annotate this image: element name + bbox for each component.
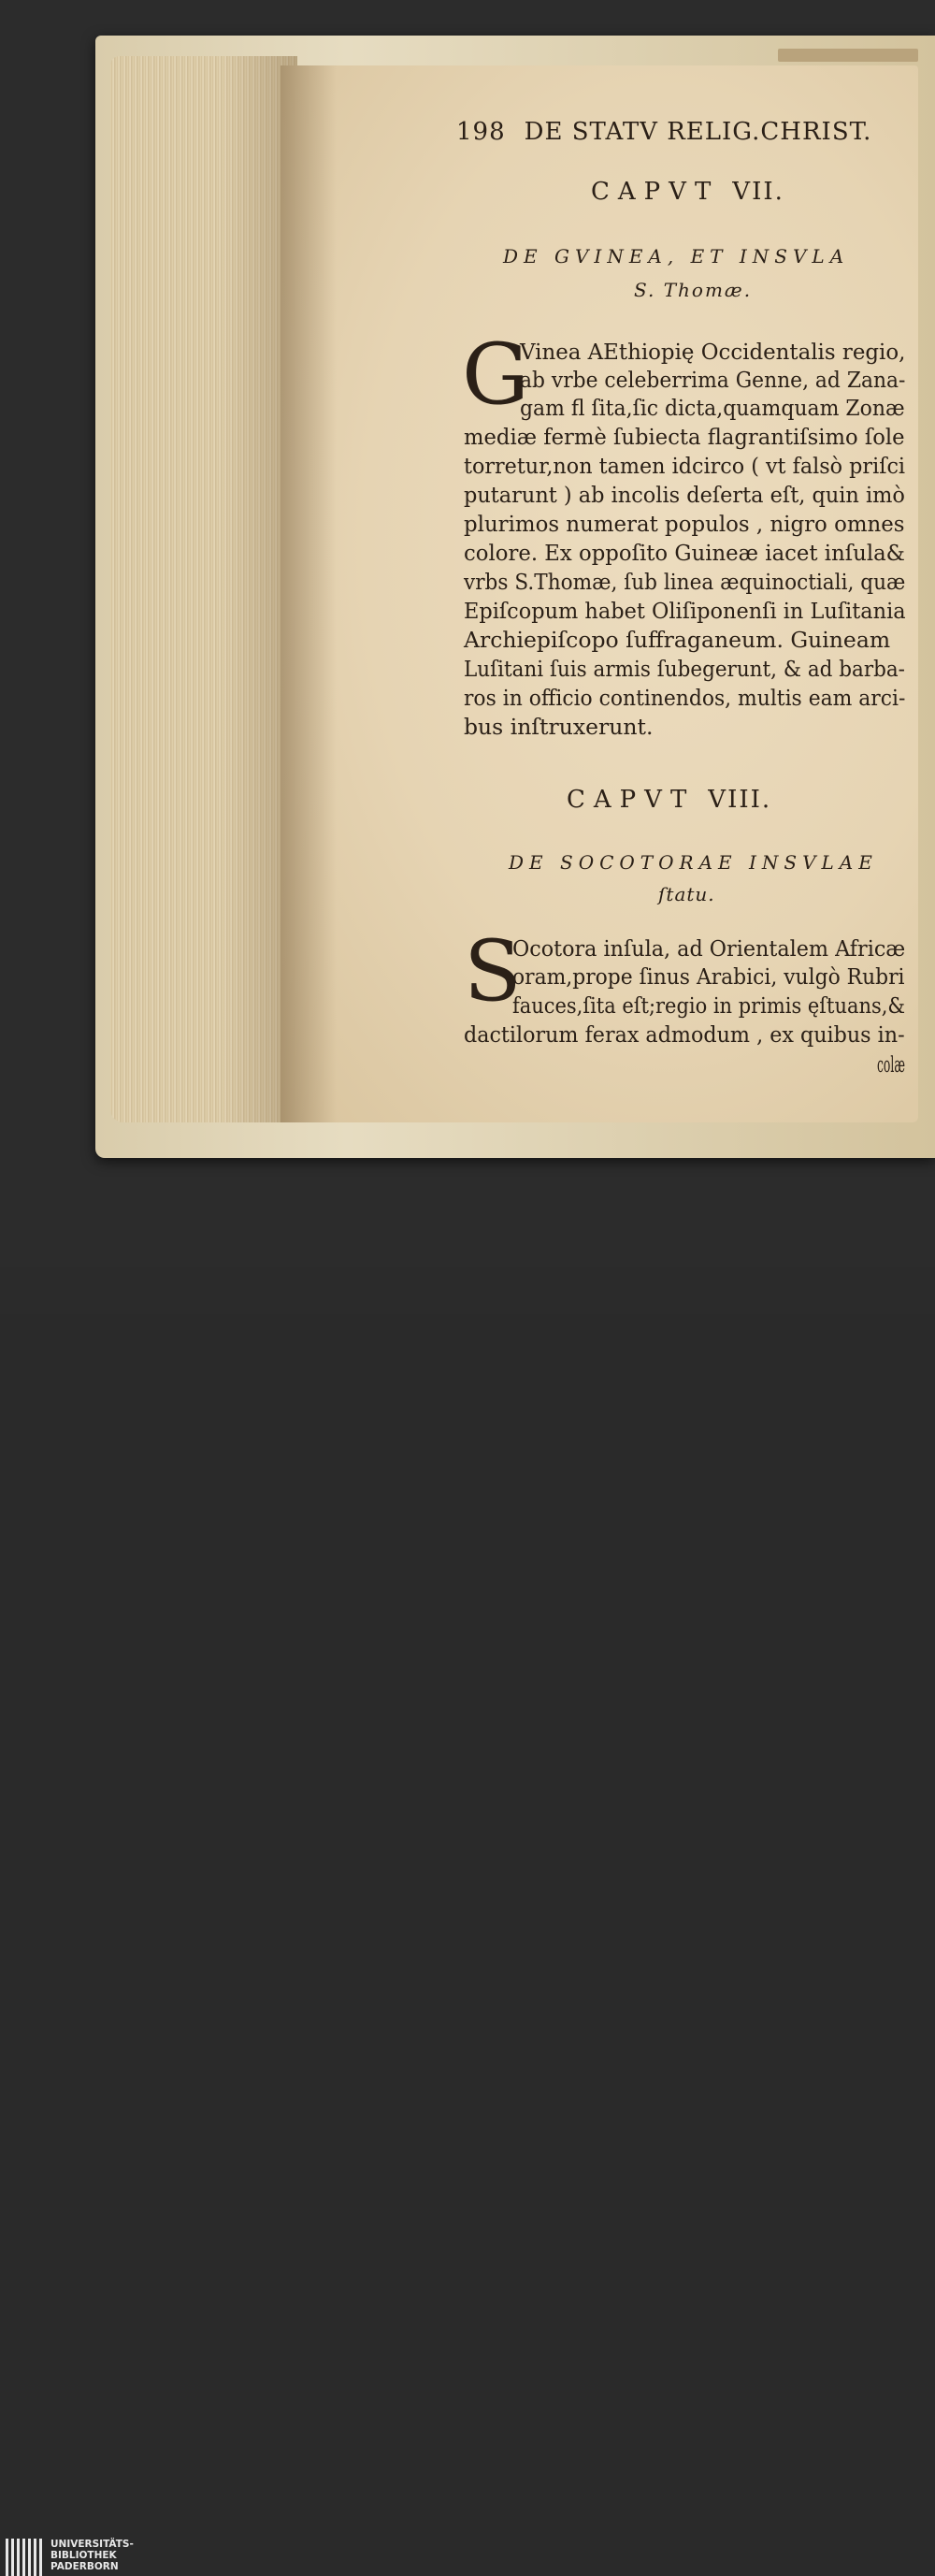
page-number: 198 [456, 118, 506, 146]
text-line: Vinea AEthiopię Occidentalis regio, [520, 339, 906, 365]
text-line: torretur,non tamen idcirco ( vt falsò priſci [464, 453, 906, 479]
chapter-8-label: CAPVT [567, 786, 696, 814]
chapter-8-subtitle-2: ſtatu. [658, 883, 715, 905]
book-scan [0, 0, 935, 1267]
cover-tab [778, 49, 918, 62]
text-line: fauces,ſita eſt;regio in primis ęſtuans,& [512, 992, 906, 1019]
library-name-line-3: PADERBORN [50, 2561, 119, 2572]
text-line: putarunt ) ab incolis deſerta eſt, quin imò [464, 482, 905, 508]
chapter-8-subtitle-1: DE SOCOTORAE INSVLAE [509, 851, 878, 874]
library-name-line-2: BIBLIOTHEK [50, 2550, 117, 2561]
library-name-line-1: UNIVERSITÄTS- [50, 2539, 134, 2550]
text-line: dactilorum ferax admodum , ex quibus in- [464, 1021, 905, 1048]
text-line: plurimos numerat populos , nigro omnes [464, 511, 905, 537]
text-line: oram,prope ſinus Arabici, vulgò Rubri [512, 963, 905, 990]
text-line: colæ [877, 1051, 905, 1078]
text-line: vrbs S.Thomæ, ſub linea æquinoctiali, quæ [464, 569, 906, 595]
running-head [456, 118, 871, 146]
running-title: DE STATV RELIG.CHRIST. [524, 118, 872, 146]
library-logo-icon [6, 2539, 45, 2576]
page-edges-shadow [110, 56, 297, 1122]
text-line: Luſitani ſuis armis ſubegerunt, & ad barba- [464, 656, 905, 682]
chapter-7-numeral: VII. [732, 178, 784, 206]
text-line: mediæ fermè ſubiecta flagrantiſsimo ſole [464, 424, 905, 450]
chapter-7-subtitle-1: DE GVINEA, ET INSVLA [503, 245, 850, 268]
chapter-8-numeral: VIII. [708, 786, 772, 814]
drop-cap-s: S [464, 922, 522, 1020]
text-line: colore. Ex oppoſito Guineæ iacet inſula& [464, 540, 905, 566]
text-line: gam fl ſita,ſic dicta,quamquam Zonæ [520, 395, 905, 421]
drop-cap-g: G [462, 326, 529, 424]
text-line: ros in officio continendos, multis eam arci- [464, 685, 906, 711]
library-footer [0, 1267, 935, 2572]
chapter-7-subtitle-2: S. Thomæ. [634, 279, 753, 301]
chapter-7-label: CAPVT [591, 178, 720, 206]
text-line: bus inſtruxerunt. [464, 714, 654, 740]
text-line: Archiepiſcopo ſuffraganeum. Guineam [464, 627, 891, 653]
page-gutter-shadow [280, 65, 337, 1122]
text-line: Ocotora inſula, ad Orientalem Africæ [512, 935, 906, 962]
chapter-7-heading [591, 178, 784, 206]
text-line: ab vrbe celeberrima Genne, ad Zana- [520, 367, 906, 393]
chapter-8-heading [567, 786, 771, 814]
text-line: Epiſcopum habet Oliſiponenſi in Luſitania [464, 598, 906, 624]
